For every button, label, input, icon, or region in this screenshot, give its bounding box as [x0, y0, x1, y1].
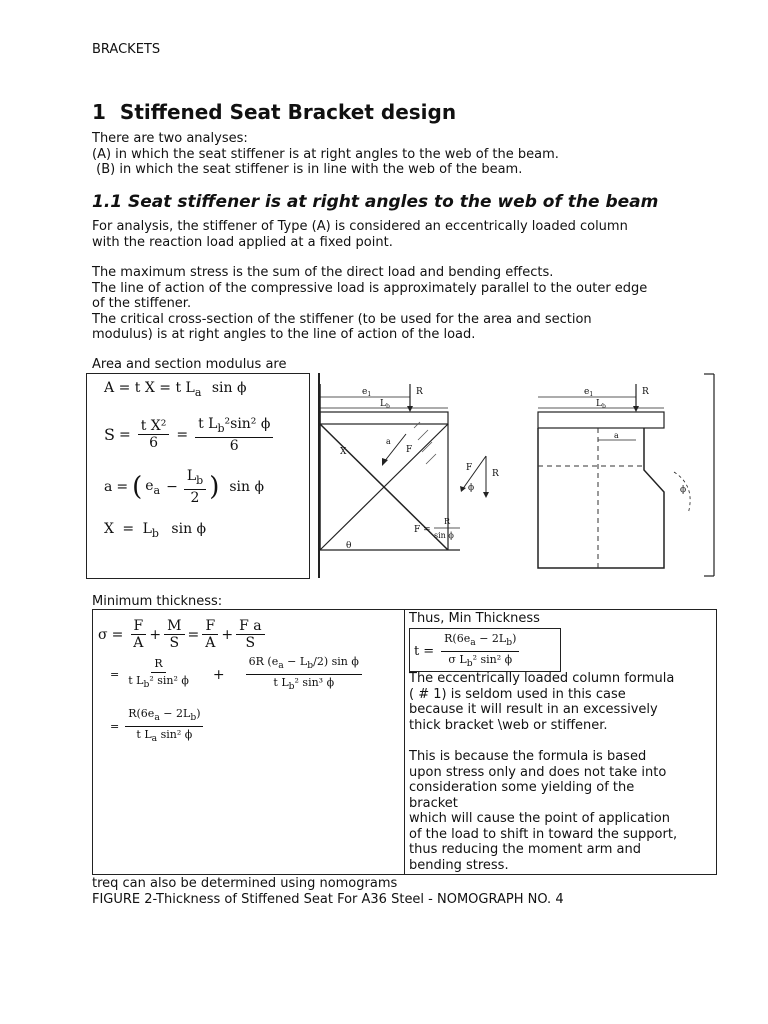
- section-heading: [92, 100, 456, 124]
- para-line: modulus) is at right angles to the line of action of the load.: [92, 327, 476, 342]
- yielding-note: This is because the formula is based upon stress only and does not take into consideration some yielding of the bracket which will cause the point of application of the load to shift in toward the support, thus reducing the moment arm and bending stress.: [409, 749, 678, 873]
- para-line: The line of action of the compressive load is approximately parallel to the outer edge: [92, 280, 648, 296]
- min-thickness-label: Minimum thickness:: [92, 594, 223, 609]
- stiffener-diagram-a: [310, 372, 530, 578]
- running-header: BRACKETS: [92, 42, 161, 57]
- figure-caption: FIGURE 2-Thickness of Stiffened Seat For A36 Steel - NOMOGRAPH NO. 4: [92, 891, 564, 907]
- footer-text: [92, 876, 564, 907]
- label-r-triangle: R: [492, 469, 499, 479]
- stiffener-diagram-b: [524, 372, 724, 578]
- area-label: Area and section modulus are: [92, 357, 287, 372]
- label-f: F: [406, 445, 413, 455]
- label-alpha: a: [386, 437, 391, 446]
- column-formula-note: The eccentrically loaded column formula ( # 1) is seldom used in this case because it will result in an excessively thick bracket \web or stiffener.: [409, 671, 675, 733]
- label-phi-b: ϕ: [680, 485, 687, 495]
- table-divider: [404, 609, 405, 874]
- label-e1: $e_1$: [362, 387, 372, 398]
- intro-line: (A) in which the seat stiffener is at right angles to the web of the beam.: [92, 146, 559, 162]
- label-r-b: R: [642, 387, 649, 397]
- intro-line: (B) in which the seat stiffener is in line with the web of the beam.: [92, 162, 523, 177]
- formula-section-modulus: S = $\frac{\text{t X²}}{6}$ = $\frac{t L_b^2\sin^2 \phi}{6}$: [104, 416, 276, 454]
- section-title: Stiffened Seat Bracket design: [119, 100, 457, 124]
- para-line: For analysis, the stiffener of Type (A) is considered an eccentrically loaded column: [92, 219, 628, 234]
- stress-equation-1: σ = $\frac{F}{A}$ + $\frac{M}{S}$ = $\frac{F}{A}$ + $\frac{\text{F a}}{S}$: [98, 618, 268, 651]
- para-line: of the stiffener.: [92, 296, 192, 311]
- analysis-paragraph: [92, 219, 628, 250]
- formula-area: A = t X = t $L_a$ sin ϕ: [104, 380, 247, 399]
- para-line: The maximum stress is the sum of the direct load and bending effects.: [92, 265, 554, 280]
- label-r: R: [416, 387, 423, 397]
- force-formula-den: sin ϕ: [434, 531, 454, 540]
- section-number: 1: [92, 100, 106, 124]
- force-formula-num: R: [444, 517, 451, 526]
- label-theta: θ: [346, 541, 352, 551]
- label-phi: ϕ: [468, 483, 475, 493]
- intro-paragraph: [92, 131, 559, 178]
- min-thickness-heading: Thus, Min Thickness: [409, 611, 540, 626]
- label-f-triangle: F: [466, 463, 473, 473]
- force-formula-label: F =: [414, 525, 431, 535]
- formula-eccentricity: a = ( $e_a$ − $\frac{L_b}{2}$ ) sin ϕ: [104, 468, 265, 506]
- formula-x: $X = L_b$ sin ϕ: [104, 521, 207, 540]
- nomogram-note: treq can also be determined using nomograms: [92, 876, 398, 891]
- subsection-heading: 1.1 Seat stiffener is at right angles to the web of the beam: [92, 192, 659, 212]
- label-alpha-b: a: [614, 431, 619, 440]
- stress-equation-3: = $\frac{R(6e_a - 2L_b)}{t L_a \sin^2 \phi}$: [110, 706, 206, 747]
- min-thickness-formula: t = $\frac{R(6e_a - 2L_b)}{\sigma L_b^2 \sin^2 \phi}$: [414, 631, 522, 672]
- label-lb-b: $L_b$: [596, 399, 606, 410]
- label-e1-b: $e_1$: [584, 387, 594, 398]
- stress-equation-2: = $\frac{R}{t L_b^2 \sin^2 \phi}$ + $\frac{6R (e_a - L_b/2) \sin \phi}{t L_b^2 \sin^3 \phi}$: [110, 654, 365, 695]
- label-x: X: [340, 447, 347, 457]
- stress-paragraph: [92, 265, 647, 343]
- para-line: The critical cross-section of the stiffener (to be used for the area and section: [92, 311, 592, 327]
- para-line: with the reaction load applied at a fixed point.: [92, 234, 393, 250]
- intro-line: There are two analyses:: [92, 131, 248, 146]
- label-lb: $L_b$: [380, 399, 390, 410]
- figure-frame-left: [318, 373, 320, 578]
